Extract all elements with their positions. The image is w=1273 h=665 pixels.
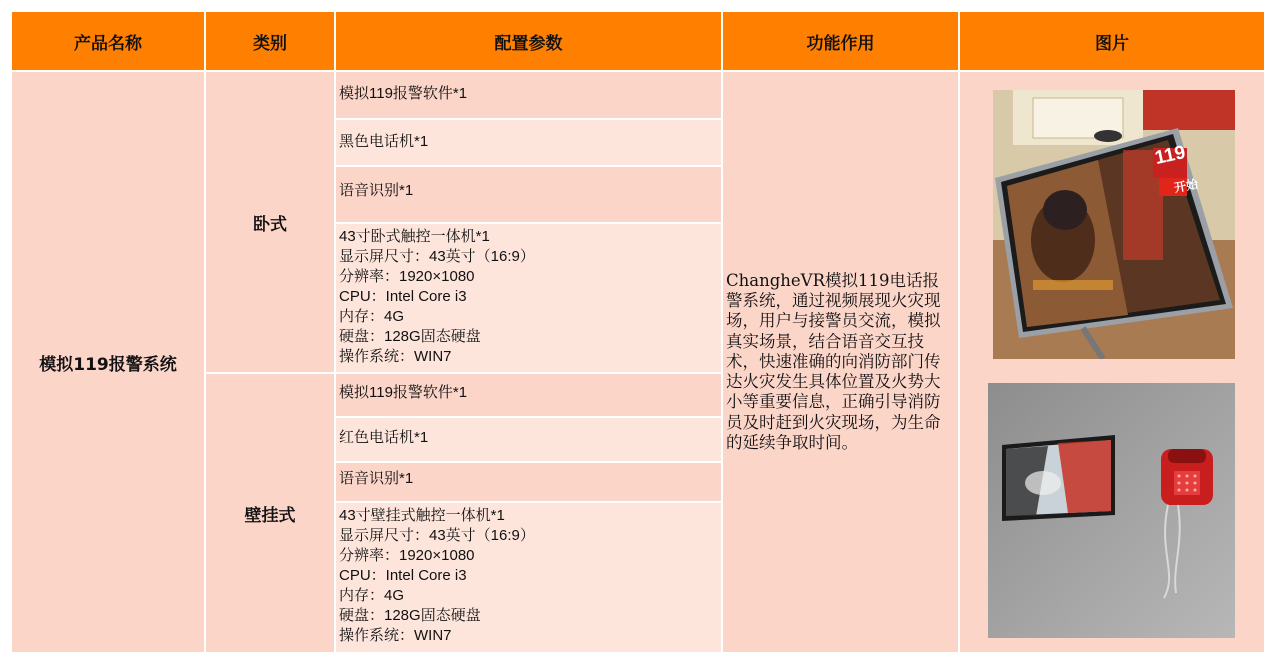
header-config: 配置参数: [336, 12, 721, 70]
screen-start-button: 开始: [1173, 177, 1200, 195]
product-name-cell: [12, 72, 204, 652]
header-image: 图片: [960, 12, 1264, 70]
function-cell: [723, 72, 958, 652]
category-wall: 壁挂式: [244, 505, 296, 526]
kiosk-photo-drawing: [993, 90, 1235, 359]
config-item: 语音识别*1: [336, 463, 721, 501]
category-cell-wall: [206, 374, 334, 652]
config-item: 黑色电话机*1: [336, 120, 721, 165]
kiosk-photo: [993, 90, 1235, 359]
header-category: 类别: [206, 12, 334, 70]
screen-badge: 119: [1153, 142, 1188, 169]
category-cell-horizontal: [206, 72, 334, 372]
config-item: 语音识别*1: [336, 167, 721, 222]
header-product-name: 产品名称: [12, 12, 204, 70]
config-item: 红色电话机*1: [336, 418, 721, 461]
config-specs: 43寸卧式触控一体机*1 显示屏尺寸：43英寸（16:9） 分辨率：1920×1080 CPU：Intel Core i3 内存：4G 硬盘：128G固态硬盘 操作系统：WIN7: [336, 224, 721, 372]
config-specs: 43寸壁挂式触控一体机*1 显示屏尺寸：43英寸（16:9） 分辨率：1920×1080 CPU：Intel Core i3 内存：4G 硬盘：128G固态硬盘 操作系统：WIN7: [336, 503, 721, 652]
wall-photo-drawing: [988, 383, 1235, 638]
config-item: 模拟119报警软件*1: [336, 72, 721, 118]
header-function: 功能作用: [723, 12, 958, 70]
product-name: 模拟119报警系统: [39, 354, 177, 375]
category-horizontal: 卧式: [253, 214, 287, 235]
function-text: ChangheVR模拟119电话报警系统，通过视频展现火灾现场，用户与接警员交流，模拟真实场景，结合语音交互技术，快速准确的向消防部门传达火灾发生具体位置及火势大小等重要信息，正确引导消防员及时赶到火灾现场，为生命的延续争取时间。: [726, 271, 941, 452]
config-item: 模拟119报警软件*1: [336, 374, 721, 416]
wall-photo: [988, 383, 1235, 638]
